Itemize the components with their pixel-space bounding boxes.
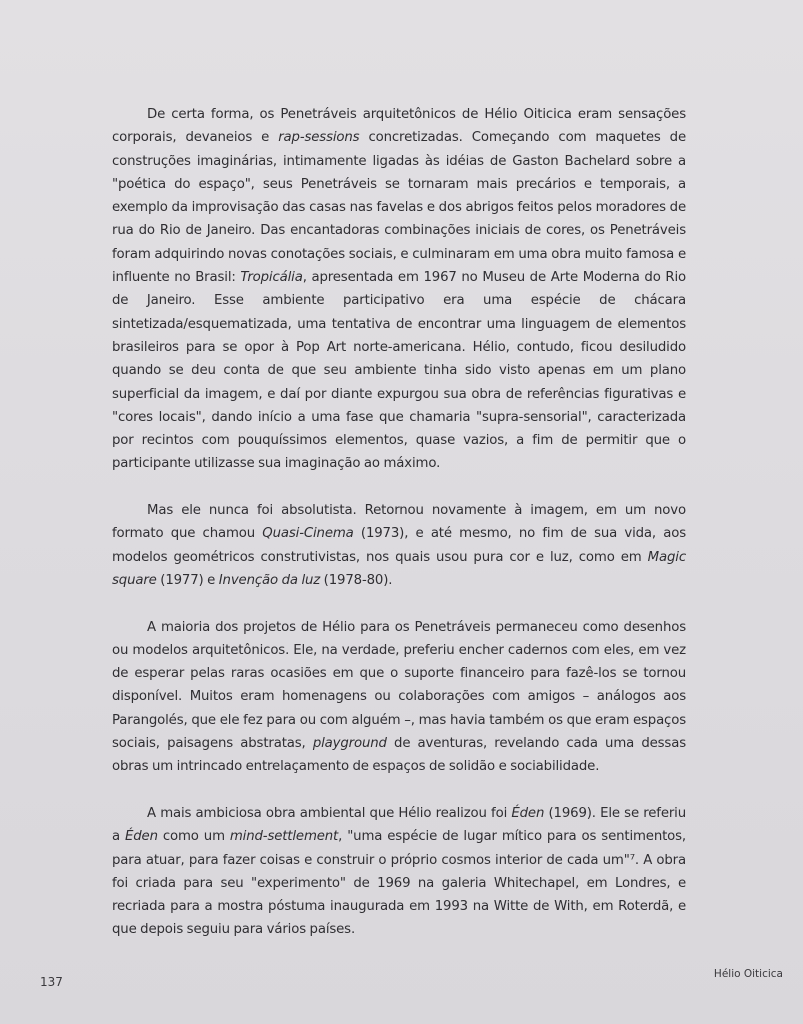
italic-term: Tropicália <box>240 270 303 286</box>
paragraph: Mas ele nunca foi absolutista. Retornou novamente à imagem, em um novo formato que chamou Quasi-Cinema (1973), e até mesmo, no fim de sua vida, aos modelos geométricos construtivistas, nos quais usou pura cor e luz, como em Magic square (1977) e Invenção da luz (1978-80). <box>112 503 687 588</box>
italic-term: playground <box>312 736 387 752</box>
italic-term: Éden <box>511 805 545 821</box>
paragraph: A maioria dos projetos de Hélio para os Penetráveis permaneceu como desenhos ou modelos arquitetônicos. Ele, na verdade, preferiu encher cadernos com eles, em vez de esperar pelas raras ocasiões em que o suporte financeiro para fazê-los se tornou disponível. Muitos eram homenagens ou colaborações com amigos – análogos aos Parangolés, que ele fez para ou com alguém –, mas havia também os que eram espaços sociais, paisagens abstratas, playground de aventuras, revelando cada uma dessas obras um intrincado entrelaçamento de espaços de solidão e sociabilidade. <box>112 619 686 775</box>
italic-term: rap-sessions <box>278 130 360 146</box>
paragraph: A mais ambiciosa obra ambiental que Hélio realizou foi Éden (1969). Ele se referiu a Éden como um mind-settlement, "uma espécie de lugar mítico para os sentimentos, para atuar, para fazer coisas e construir o próprio cosmos interior de cada um"⁷. A obra foi criada para seu "experimento" de 1969 na galeria Whitechapel, em Londres, e recriada para a mostra póstuma inaugurada em 1993 na Witte de With, em Roterdã, e que depois seguiu para vários países. <box>112 805 687 938</box>
paragraph: De certa forma, os Penetráveis arquitetônicos de Hélio Oiticica eram sensações corporais, devaneios e rap-sessions concretizadas. Começando com maquetes de construções imaginárias, intimamente ligadas às idéias de Gaston Bachelard sobre a "poética do espaço", seus Penetráveis se tornaram mais precários e temporais, a exemplo da improvisação das casas nas favelas e dos abrigos feitos pelos moradores de rua do Rio de Janeiro. Das encantadoras combinações iniciais de cores, os Penetráveis foram adquirindo novas conotações sociais, e culminaram em uma obra muito famosa e influente no Brasil: Tropicália, apresentada em 1967 no Museu de Arte Moderna do Rio de Janeiro. Esse ambiente participativo era uma espécie de chácara sintetizada/esquematizada, uma tentativa de encontrar uma linguagem de elementos brasileiros para se opor à Pop Art norte-americana. Hélio, contudo, ficou desiludido quando se deu conta de que seu ambiente tinha sido visto apenas em um plano superficial da imagem, e daí por diante expurgou sua obra de referências figurativas e "cores locais", dando início a uma fase que chamaria "supra-sensorial", caracterizada por recintos com pouquíssimos elementos, quase vazios, a fim de permitir que o participante utilizasse sua imaginação ao máximo. <box>112 107 687 472</box>
italic-term: Éden <box>125 829 158 845</box>
italic-term: mind-settlement <box>229 829 339 845</box>
running-footer-title: Hélio Oiticica <box>713 968 783 980</box>
italic-term: Quasi-Cinema <box>262 526 354 542</box>
page-number: 137 <box>40 975 63 989</box>
body-text <box>112 103 686 965</box>
italic-term: Invenção da luz <box>218 572 321 588</box>
italic-term: Magic square <box>112 549 686 588</box>
